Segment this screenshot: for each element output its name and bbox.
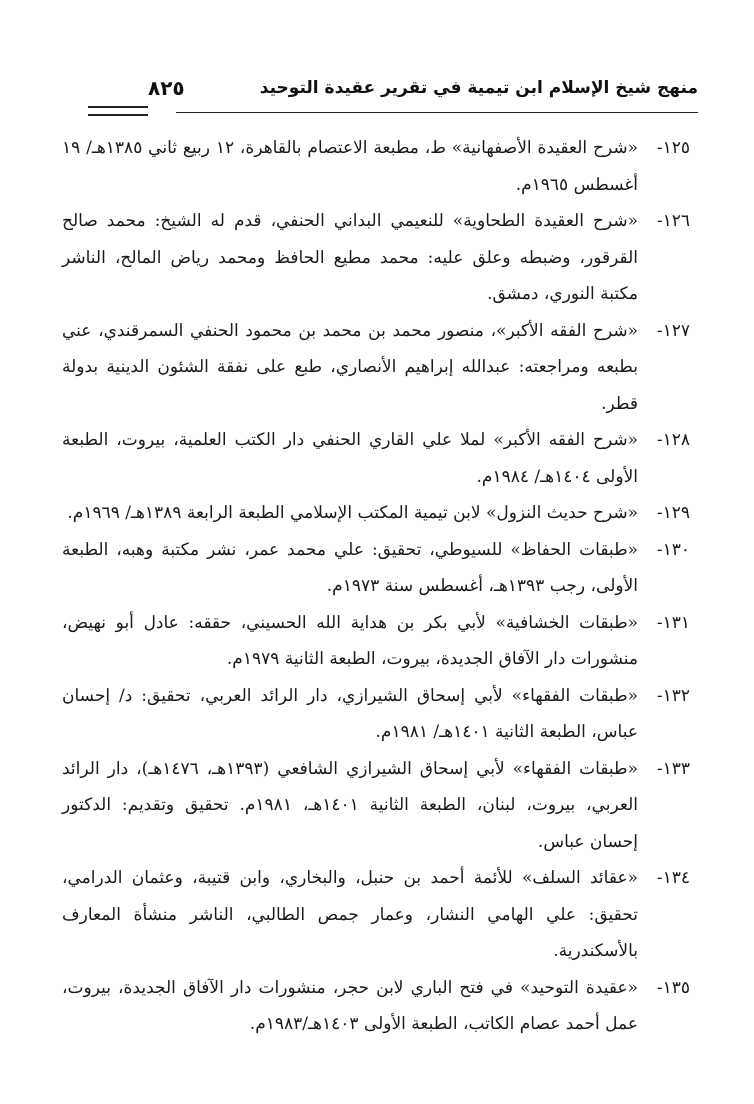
entry-text: «شرح العقيدة الأصفهانية» ط، مطبعة الاعتصام بالقاهرة، ١٢ ربيع ثاني ١٣٨٥هـ/ ١٩ أغسطس ١٩٦٥م. bbox=[62, 138, 638, 195]
bibliography-list bbox=[62, 130, 690, 1043]
entry-text: «شرح العقيدة الطحاوية» للنعيمي البداني الحنفي، قدم له الشيخ: محمد صالح القرقور، وضبطه وعلق عليه: محمد مطيع الحافظ ومحمد رياض المالح، الناشر مكتبة النوري، دمشق. bbox=[62, 211, 638, 304]
bibliography-entry bbox=[62, 313, 690, 423]
entry-text: «عقائد السلف» للأئمة أحمد بن حنبل، والبخاري، وابن قتيبة، وعثمان الدرامي، تحقيق: علي الهامي النشار، وعمار جمص الطالبي، الناشر منشأة المعارف بالأسكندرية. bbox=[62, 868, 638, 961]
entry-number: ١٣٠- bbox=[656, 539, 690, 560]
header-double-rule bbox=[88, 106, 148, 116]
entry-number: ١٣٢- bbox=[656, 685, 690, 706]
entry-number: ١٢٦- bbox=[656, 211, 690, 231]
entry-number: ١٣٣- bbox=[656, 758, 690, 779]
header-rule bbox=[176, 112, 698, 113]
entry-number: ١٢٩- bbox=[656, 503, 690, 523]
running-title: منهج شيخ الإسلام ابن تيمية في تقرير عقيدة التوحيد bbox=[259, 78, 698, 98]
bibliography-entry bbox=[62, 532, 690, 605]
bibliography-entry bbox=[62, 495, 690, 532]
entry-number: ١٢٧- bbox=[656, 320, 690, 341]
bibliography-entry bbox=[62, 860, 690, 970]
entry-text: «شرح الفقه الأكبر»، منصور محمد بن محمد بن محمود الحنفي السمرقندي، عني بطبعه ومراجعته: عبدالله إبراهيم الأنصاري، طبع على نفقة الشئون الدينية بدولة قطر. bbox=[62, 320, 638, 414]
bibliography-entry bbox=[62, 422, 690, 495]
entry-number: ١٣١- bbox=[656, 612, 690, 633]
entry-number: ١٢٨- bbox=[656, 430, 690, 450]
page-number: ٨٢٥ bbox=[148, 76, 185, 100]
bibliography-entry bbox=[62, 970, 690, 1043]
entry-text: «طبقات الفقهاء» لأبي إسحاق الشيرازي الشافعي (١٣٩٣هـ، ١٤٧٦هـ)، دار الرائد العربي، بيروت، لبنان، الطبعة الثانية ١٤٠١هـ، ١٩٨١م. تحقيق وتقديم: الدكتور إحسان عباس. bbox=[62, 758, 639, 852]
bibliography-entry bbox=[62, 203, 690, 313]
entry-number: ١٣٤- bbox=[656, 868, 690, 888]
entry-text: «طبقات الخشافية» لأبي بكر بن هداية الله الحسيني، حققه: عادل أبو نهيض، منشورات دار الآفاق الجديدة، بيروت، الطبعة الثانية ١٩٧٩م. bbox=[62, 612, 638, 669]
entry-text: «عقيدة التوحيد» في فتح الباري لابن حجر، منشورات دار الآفاق الجديدة، بيروت، عمل أحمد عصام الكاتب، الطبعة الأولى ١٤٠٣هـ/١٩٨٣م. bbox=[62, 977, 638, 1034]
entry-number: ١٢٥- bbox=[656, 138, 690, 158]
bibliography-entry bbox=[62, 130, 690, 203]
entry-number: ١٣٥- bbox=[656, 977, 690, 998]
bibliography-entry bbox=[62, 605, 690, 678]
entry-text: «طبقات الفقهاء» لأبي إسحاق الشيرازي، دار الرائد العربي، تحقيق: د/ إحسان عباس، الطبعة الثانية ١٤٠١هـ/ ١٩٨١م. bbox=[62, 685, 638, 742]
bibliography-entry bbox=[62, 678, 690, 751]
entry-text: «طبقات الحفاظ» للسيوطي، تحقيق: علي محمد عمر، نشر مكتبة وهبه، الطبعة الأولى، رجب ١٣٩٣هـ، أغسطس سنة ١٩٧٣م. bbox=[62, 539, 638, 596]
entry-text: «شرح الفقه الأكبر» لملا علي القاري الحنفي دار الكتب العلمية، بيروت، الطبعة الأولى ١٤٠٤هـ/ ١٩٨٤م. bbox=[62, 430, 638, 487]
entry-text: «شرح حديث النزول» لابن تيمية المكتب الإسلامي الطبعة الرابعة ١٣٨٩هـ/ ١٩٦٩م. bbox=[67, 503, 638, 523]
running-header bbox=[88, 76, 698, 106]
bibliography-entry bbox=[62, 751, 690, 861]
